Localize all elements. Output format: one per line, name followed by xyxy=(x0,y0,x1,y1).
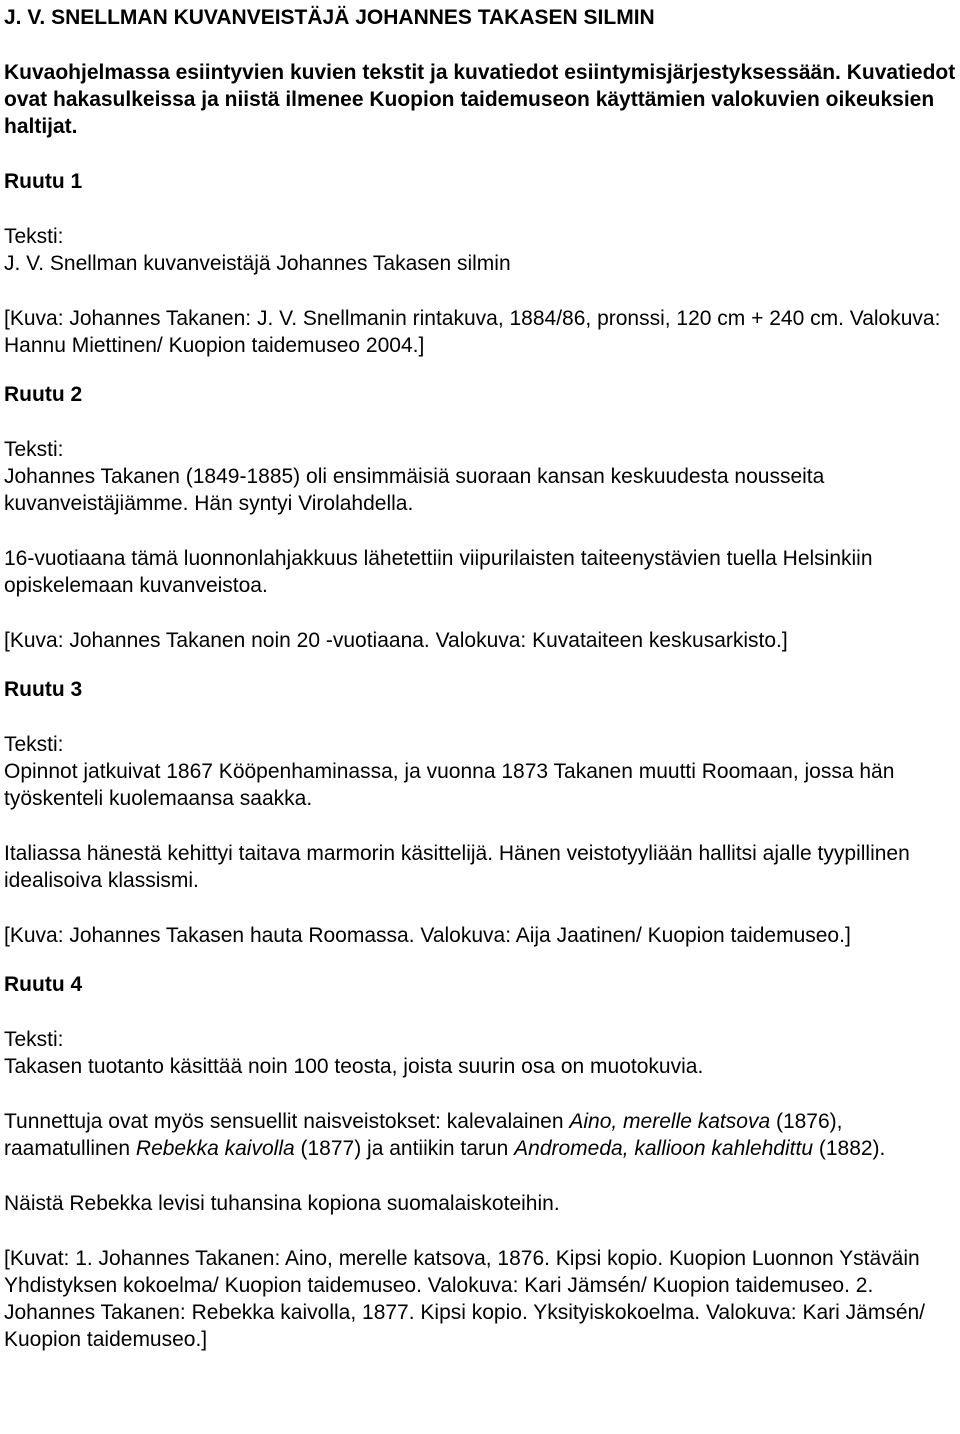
image-caption: [Kuva: Johannes Takasen hauta Roomassa. Valokuva: Aija Jaatinen/ Kuopion taidemuseo.] xyxy=(4,924,851,947)
text-run: Tunnettuja ovat myös sensuellit naisveistokset: kalevalainen xyxy=(4,1110,570,1133)
section-ruutu-3 xyxy=(4,676,956,949)
section-ruutu-4 xyxy=(4,971,956,1353)
paragraph: 16-vuotiaana tämä luonnonlahjakkuus lähetettiin viipurilaisten taiteenystävien tuella Helsinkiin opiskelemaan kuvanveistoa. xyxy=(4,547,873,597)
text-label: Teksti: xyxy=(4,225,64,248)
paragraph: Takasen tuotanto käsittää noin 100 teosta, joista suurin osa on muotokuvia. xyxy=(4,1055,704,1078)
section-heading: Ruutu 2 xyxy=(4,383,83,406)
intro-paragraph: Kuvaohjelmassa esiintyvien kuvien tekstit ja kuvatiedot esiintymisjärjestyksessään. Kuvatiedot ovat hakasulkeissa ja niistä ilmenee Kuopion taidemuseon käyttämien valokuvien oikeuksien haltijat. xyxy=(4,61,956,138)
artwork-title: Aino, merelle katsova xyxy=(569,1110,771,1133)
paragraph: Italiassa hänestä kehittyi taitava marmorin käsittelijä. Hänen veistotyyliään hallitsi ajalle tyypillinen idealisoiva klassismi. xyxy=(4,842,910,892)
text-label: Teksti: xyxy=(4,438,64,461)
section-ruutu-1 xyxy=(4,168,956,359)
section-heading: Ruutu 4 xyxy=(4,973,83,996)
text-label: Teksti: xyxy=(4,733,64,756)
artwork-title: Rebekka kaivolla xyxy=(135,1137,295,1160)
text-run: (1877) ja antiikin tarun xyxy=(294,1137,515,1160)
image-caption: [Kuvat: 1. Johannes Takanen: Aino, merelle katsova, 1876. Kipsi kopio. Kuopion Luonnon Ystäväin Yhdistyksen kokoelma/ Kuopion taidemuseo. Valokuva: Kari Jämsén/ Kuopion taidemuseo. 2. Johannes Takanen: Rebekka kaivolla, 1877. Kipsi kopio. Yksityiskokoelma. Valokuva: Kari Jämsén/ Kuopion taidemuseo.] xyxy=(4,1247,926,1351)
text-run: (1882). xyxy=(813,1137,886,1160)
paragraph: Opinnot jatkuivat 1867 Kööpenhaminassa, ja vuonna 1873 Takanen muutti Roomaan, jossa hän työskenteli kuolemaansa saakka. xyxy=(4,760,895,810)
paragraph: J. V. Snellman kuvanveistäjä Johannes Takasen silmin xyxy=(4,252,511,275)
paragraph: Johannes Takanen (1849-1885) oli ensimmäisiä suoraan kansan keskuudesta nousseita kuvanveistäjiämme. Hän syntyi Virolahdella. xyxy=(4,465,825,515)
section-ruutu-2 xyxy=(4,381,956,654)
document-title: J. V. SNELLMAN KUVANVEISTÄJÄ JOHANNES TAKASEN SILMIN xyxy=(4,6,655,29)
section-heading: Ruutu 3 xyxy=(4,678,83,701)
artwork-title: Andromeda, kallioon kahlehdittu xyxy=(514,1137,814,1160)
image-caption: [Kuva: Johannes Takanen: J. V. Snellmanin rintakuva, 1884/86, pronssi, 120 cm + 240 cm. Valokuva: Hannu Miettinen/ Kuopion taidemuseo 2004.] xyxy=(4,307,941,357)
text-run: (1876), raamatullinen xyxy=(4,1110,843,1160)
section-heading: Ruutu 1 xyxy=(4,170,83,193)
paragraph-with-titles xyxy=(4,1108,956,1162)
paragraph: Näistä Rebekka levisi tuhansina kopiona suomalaiskoteihin. xyxy=(4,1192,560,1215)
text-label: Teksti: xyxy=(4,1028,64,1051)
image-caption: [Kuva: Johannes Takanen noin 20 -vuotiaana. Valokuva: Kuvataiteen keskusarkisto.] xyxy=(4,629,788,652)
